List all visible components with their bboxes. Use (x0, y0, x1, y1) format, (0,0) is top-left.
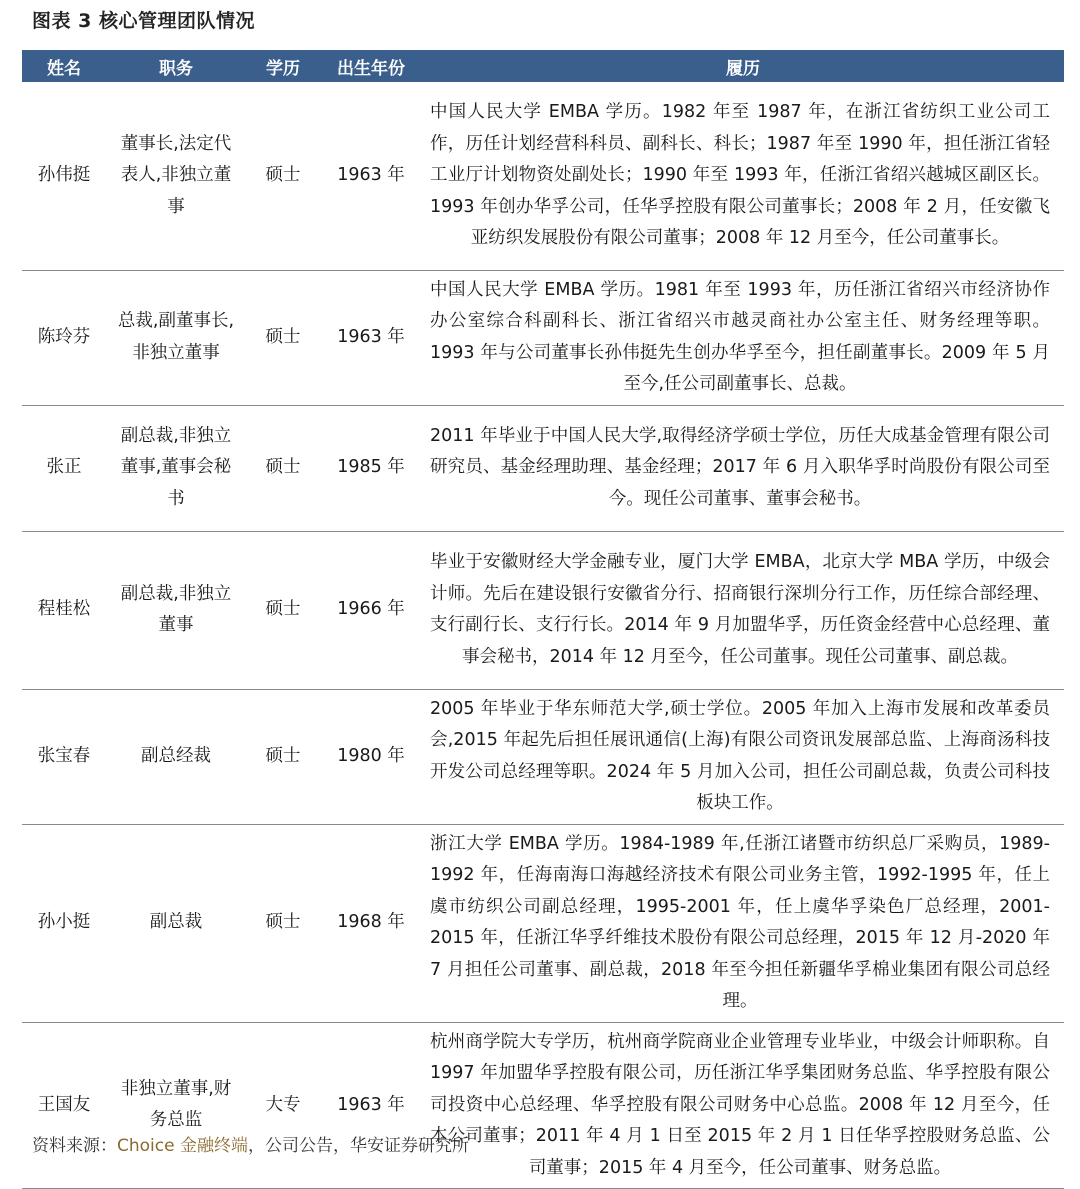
table-row (22, 405, 1064, 531)
cell-position: 总裁,副董事长,非独立董事 (117, 311, 235, 363)
source-rest: ，公司公告，华安证券研究所 (247, 1136, 469, 1156)
cell-name: 孙小挺 (22, 824, 106, 1022)
cell-birth-year: 1963 年 (320, 82, 422, 270)
cell-name: 张正 (22, 405, 106, 531)
cell-birth-year: 1968 年 (320, 824, 422, 1022)
cell-name: 张宝春 (22, 689, 106, 824)
cell-position: 董事长,法定代表人,非独立董事 (120, 133, 232, 217)
cell-birth-year: 1985 年 (320, 405, 422, 531)
cell-education: 硕士 (246, 270, 320, 405)
cell-position: 副总裁,非独立董事 (120, 583, 232, 635)
cell-position: 副总裁 (149, 912, 203, 933)
header-education: 学历 (266, 58, 300, 79)
cell-position: 副总裁,非独立董事,董事会秘书 (120, 425, 232, 509)
management-table (22, 50, 1064, 1189)
header-birth-year: 出生年份 (337, 58, 405, 79)
cell-birth-year: 1966 年 (320, 531, 422, 689)
figure-title: 图表 3 核心管理团队情况 (32, 10, 255, 32)
table-row (22, 1022, 1064, 1189)
cell-name: 王国友 (22, 1022, 106, 1189)
table-row (22, 824, 1064, 1022)
cell-resume: 2011 年毕业于中国人民大学,取得经济学硕士学位，历任大成基金管理有限公司研究员、基金经理助理、基金经理；2017 年 6 月入职华孚时尚股份有限公司至今。现任公司董事、董事会秘书。 (422, 405, 1064, 531)
table-row (22, 531, 1064, 689)
source-note (32, 1131, 469, 1156)
table-header-row (22, 50, 1064, 82)
cell-education: 硕士 (246, 824, 320, 1022)
source-prefix: 资料来源： (32, 1136, 117, 1156)
header-position: 职务 (159, 58, 193, 79)
cell-birth-year: 1963 年 (320, 270, 422, 405)
table-row (22, 82, 1064, 270)
cell-education: 硕士 (246, 531, 320, 689)
cell-birth-year: 1980 年 (320, 689, 422, 824)
cell-education: 硕士 (246, 689, 320, 824)
cell-resume: 浙江大学 EMBA 学历。1984-1989 年,任浙江诸暨市纺织总厂采购员，1989-1992 年，任海南海口海越经济技术有限公司业务主管，1992-1995 年，任上虞市纺织公司副总经理，1995-2001 年，任上虞华孚染色厂总经理，2001-2015 年，任浙江华孚纤维技术股份有限公司总经理，2015 年 12 月-2020 年 7 月担任公司董事、副总裁，2018 年至今担任新疆华孚棉业集团有限公司总经理。 (422, 824, 1064, 1022)
cell-education: 大专 (246, 1022, 320, 1189)
cell-education: 硕士 (246, 405, 320, 531)
header-name: 姓名 (47, 58, 81, 79)
cell-name: 程桂松 (22, 531, 106, 689)
cell-birth-year: 1963 年 (320, 1022, 422, 1189)
cell-position: 非独立董事,财务总监 (120, 1078, 232, 1131)
header-resume: 履历 (726, 58, 760, 79)
cell-education: 硕士 (246, 82, 320, 270)
cell-resume: 2005 年毕业于华东师范大学,硕士学位。2005 年加入上海市发展和改革委员会,2015 年起先后担任展讯通信(上海)有限公司资讯发展部总监、上海商汤科技开发公司总经理等职。2024 年 5 月加入公司，担任公司副总裁，负责公司科技板块工作。 (422, 689, 1064, 824)
cell-resume: 中国人民大学 EMBA 学历。1982 年至 1987 年，在浙江省纺织工业公司工作，历任计划经营科科员、副科长、科长；1987 年至 1990 年，担任浙江省轻工业厅计划物资处副处长；1990 年至 1993 年，任浙江省绍兴越城区副区长。1993 年创办华孚公司，任华孚控股有限公司董事长；2008 年 2 月，任安徽飞亚纺织发展股份有限公司董事；2008 年 12 月至今，任公司董事长。 (422, 82, 1064, 270)
cell-name: 陈玲芬 (22, 270, 106, 405)
cell-resume: 中国人民大学 EMBA 学历。1981 年至 1993 年，历任浙江省绍兴市经济协作办公室综合科副科长、浙江省绍兴市越灵商社办公室主任、财务经理等职。1993 年与公司董事长孙伟挺先生创办华孚至今，担任副董事长。2009 年 5 月至今,任公司副董事长、总裁。 (422, 270, 1064, 405)
cell-resume: 杭州商学院大专学历，杭州商学院商业企业管理专业毕业，中级会计师职称。自 1997 年加盟华孚控股有限公司，历任浙江华孚集团财务总监、华孚控股有限公司投资中心总经理、华孚控股有限公司财务中心总监。2008 年 12 月至今，任本公司董事；2011 年 4 月 1 日至 2015 年 2 月 1 日任华孚控股财务总监、公司董事；2015 年 4 月至今，任公司董事、财务总监。 (422, 1022, 1064, 1189)
cell-resume: 毕业于安徽财经大学金融专业，厦门大学 EMBA，北京大学 MBA 学历，中级会计师。先后在建设银行安徽省分行、招商银行深圳分行工作，历任综合部经理、支行副行长、支行行长。2014 年 9 月加盟华孚，历任资金经营中心总经理、董事会秘书，2014 年 12 月至今，任公司董事。现任公司董事、副总裁。 (422, 531, 1064, 689)
cell-name: 孙伟挺 (22, 82, 106, 270)
table-row (22, 270, 1064, 405)
source-highlight: Choice 金融终端 (117, 1136, 248, 1156)
table-row (22, 689, 1064, 824)
cell-position: 副总经裁 (141, 745, 211, 766)
